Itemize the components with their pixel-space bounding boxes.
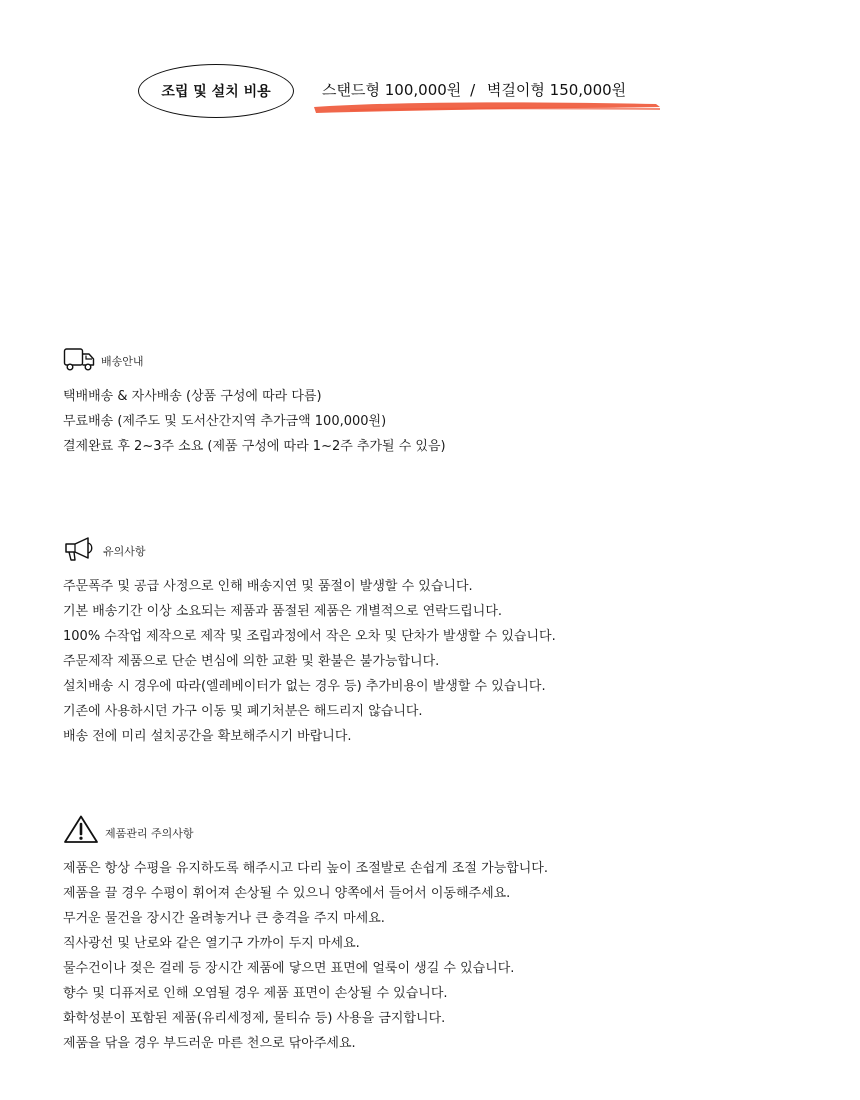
brush-underline	[310, 99, 666, 117]
delivery-section	[63, 344, 446, 459]
assembly-cost-badge-label: 조립 및 설치 비용	[161, 84, 271, 100]
assembly-cost-badge	[138, 64, 294, 118]
delivery-header	[63, 344, 446, 372]
price-separator: /	[470, 81, 476, 99]
list-item: 설치배송 시 경우에 따라(엘레베이터가 없는 경우 등) 추가비용이 발생할 수 있습니다.	[63, 679, 546, 694]
care-list	[63, 856, 548, 1056]
wall-type-label: 벽걸이형	[486, 81, 545, 99]
megaphone-icon	[63, 536, 97, 562]
stand-type-price: 100,000원	[384, 81, 462, 99]
list-item: 물수건이나 젖은 걸레 등 장시간 제품에 닿으면 표면에 얼룩이 생길 수 있습니다.	[63, 961, 515, 976]
list-item: 무거운 물건을 장시간 올려놓거나 큰 충격을 주지 마세요.	[63, 911, 385, 926]
notice-header	[63, 534, 556, 562]
notice-title: 유의사항	[103, 545, 146, 558]
list-item: 기존에 사용하시던 가구 이동 및 폐기처분은 해드리지 않습니다.	[63, 704, 423, 719]
care-header	[63, 816, 548, 844]
list-item: 직사광선 및 난로와 같은 열기구 가까이 두지 마세요.	[63, 936, 360, 951]
delivery-list	[63, 384, 446, 459]
list-item: 택배배송 & 자사배송 (상품 구성에 따라 다름)	[63, 389, 322, 404]
notice-section	[63, 534, 556, 749]
list-item: 화학성분이 포함된 제품(유리세정제, 물티슈 등) 사용을 금지합니다.	[63, 1011, 446, 1026]
wall-type-price: 150,000원	[549, 81, 627, 99]
truck-icon	[63, 346, 95, 372]
list-item: 제품을 끌 경우 수평이 휘어져 손상될 수 있으니 양쪽에서 들어서 이동해주세요.	[63, 886, 511, 901]
price-line	[322, 79, 626, 100]
list-item: 주문폭주 및 공급 사정으로 인해 배송지연 및 품절이 발생할 수 있습니다.	[63, 579, 473, 594]
list-item: 주문제작 제품으로 단순 변심에 의한 교환 및 환불은 불가능합니다.	[63, 654, 440, 669]
list-item: 결제완료 후 2~3주 소요 (제품 구성에 따라 1~2주 추가될 수 있음)	[63, 439, 446, 454]
warning-icon	[63, 814, 99, 844]
list-item: 제품을 닦을 경우 부드러운 마른 천으로 닦아주세요.	[63, 1036, 356, 1051]
delivery-title: 배송안내	[101, 355, 144, 368]
list-item: 제품은 항상 수평을 유지하도록 해주시고 다리 높이 조절발로 손쉽게 조절 가능합니다.	[63, 861, 548, 876]
care-section	[63, 816, 548, 1056]
list-item: 배송 전에 미리 설치공간을 확보해주시기 바랍니다.	[63, 729, 352, 744]
list-item: 향수 및 디퓨저로 인해 오염될 경우 제품 표면이 손상될 수 있습니다.	[63, 986, 448, 1001]
list-item: 기본 배송기간 이상 소요되는 제품과 품절된 제품은 개별적으로 연락드립니다.	[63, 604, 503, 619]
notice-list	[63, 574, 556, 749]
stand-type-label: 스탠드형	[322, 81, 380, 99]
care-title: 제품관리 주의사항	[105, 827, 194, 840]
list-item: 100% 수작업 제작으로 제작 및 조립과정에서 작은 오차 및 단차가 발생할 수 있습니다.	[63, 629, 556, 644]
list-item: 무료배송 (제주도 및 도서산간지역 추가금액 100,000원)	[63, 414, 387, 429]
